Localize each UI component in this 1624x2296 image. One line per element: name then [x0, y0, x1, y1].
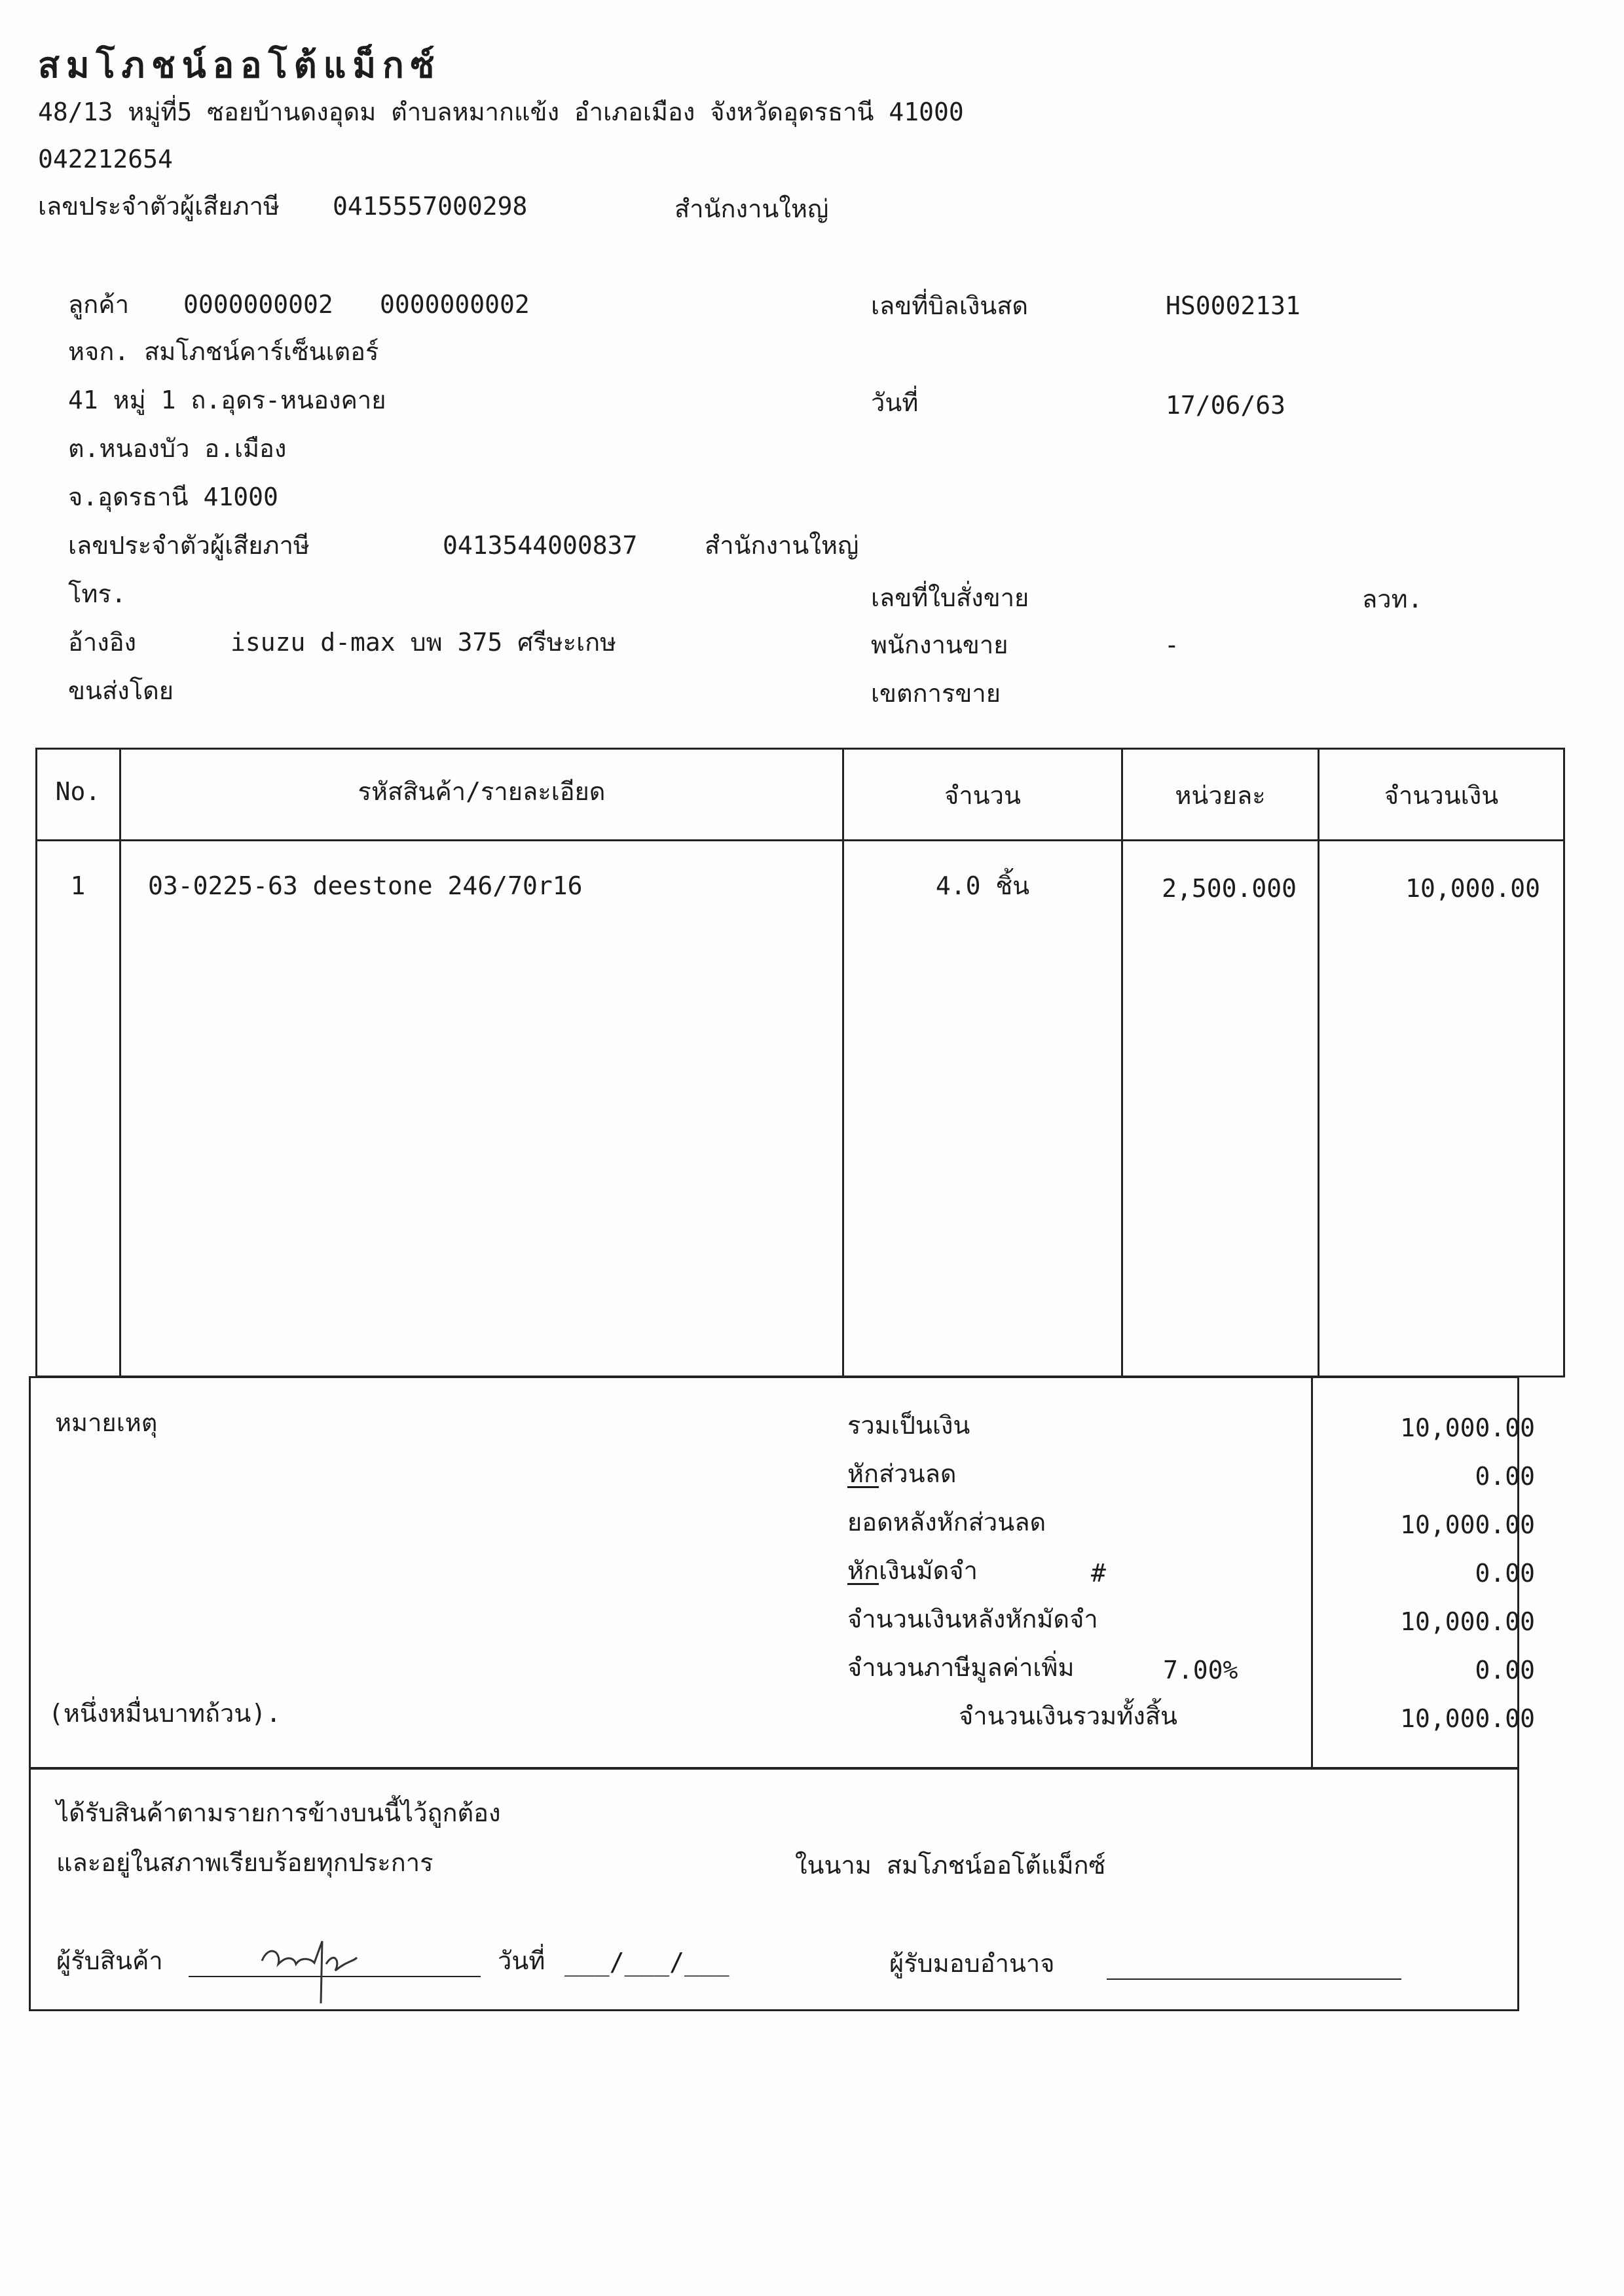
- company-tax-label: เลขประจำตัวผู้เสียภาษี: [38, 192, 280, 221]
- after-discount-value: 10,000.00: [1400, 1510, 1535, 1539]
- sales-person-value: -: [1164, 630, 1179, 659]
- order-number-label: เลขที่ใบสั่งขาย: [871, 583, 1029, 612]
- after-deposit-label: จำนวนเงินหลังหักมัดจำ: [847, 1605, 1098, 1633]
- bill-date-label: วันที่: [871, 388, 919, 417]
- deposit-value: 0.00: [1475, 1559, 1535, 1588]
- vat-label: จำนวนภาษีมูลค่าเพิ่ม: [847, 1653, 1075, 1682]
- customer-phone-label: โทร.: [68, 579, 126, 608]
- col-divider-4: [1318, 748, 1320, 1377]
- header-quantity: จำนวน: [944, 781, 1021, 810]
- header-amount: จำนวนเงิน: [1384, 781, 1499, 810]
- company-address: 48/13 หมู่ที่5 ซอยบ้านดงอุดม ตำบลหมากแข้ง อำเภอเมือง จังหวัดอุดรธานี 41000: [38, 98, 964, 126]
- customer-address-3: จ.อุดรธานี 41000: [68, 483, 278, 511]
- sales-person-label: พนักงานขาย: [871, 630, 1008, 659]
- sales-area-label: เขตการขาย: [871, 679, 1001, 708]
- receive-date-blank[interactable]: ___/___/___: [564, 1948, 729, 1977]
- customer-code-1: 0000000002: [183, 290, 333, 319]
- col-divider-1: [119, 748, 121, 1377]
- vat-value: 0.00: [1475, 1656, 1535, 1685]
- customer-ref-label: อ้างอิง: [68, 628, 137, 657]
- received-text-2: และอยู่ในสภาพเรียบร้อยทุกประการ: [56, 1848, 434, 1877]
- after-deposit-value: 10,000.00: [1400, 1607, 1535, 1636]
- customer-tax-id: 0413544000837: [443, 531, 638, 560]
- authorized-label: ผู้รับมอบอำนาจ: [889, 1949, 1055, 1978]
- col-divider-2: [842, 748, 844, 1377]
- discount-label: หักส่วนลด: [847, 1459, 957, 1488]
- bill-date: 17/06/63: [1166, 391, 1286, 420]
- customer-ref-value: isuzu d-max บพ 375 ศรีษะเกษ: [231, 628, 617, 657]
- vat-rate: 7.00%: [1163, 1656, 1238, 1685]
- deposit-label: หักเงินมัดจำ: [847, 1556, 978, 1585]
- remark-label: หมายเหตุ: [55, 1408, 158, 1437]
- summary-divider: [1311, 1376, 1313, 1769]
- receive-date-label: วันที่: [498, 1946, 545, 1975]
- discount-value: 0.00: [1475, 1462, 1535, 1491]
- col-divider-3: [1121, 748, 1123, 1377]
- header-no: No.: [55, 777, 101, 806]
- sum-total-label: รวมเป็นเงิน: [847, 1411, 970, 1440]
- on-behalf-text: ในนาม สมโภชน์ออโต้แม็กซ์: [795, 1851, 1106, 1880]
- company-branch: สำนักงานใหญ่: [674, 194, 829, 223]
- row-no: 1: [70, 871, 86, 900]
- company-tax-id: 0415557000298: [333, 192, 528, 221]
- authorized-signature-line[interactable]: [1107, 1978, 1401, 1980]
- deposit-hash: #: [1091, 1559, 1106, 1588]
- receiver-signature: [249, 1899, 380, 2016]
- order-suffix: ลวท.: [1362, 585, 1423, 613]
- customer-ship-label: ขนส่งโดย: [68, 676, 174, 705]
- row-quantity: 4.0 ชิ้น: [935, 871, 1030, 900]
- sum-total-value: 10,000.00: [1400, 1413, 1535, 1442]
- bill-number: HS0002131: [1166, 291, 1301, 320]
- table-header-divider: [35, 839, 1565, 841]
- company-name: สมโภชน์ออโต้แม็กซ์: [38, 45, 441, 86]
- grand-total-value: 10,000.00: [1400, 1704, 1535, 1733]
- grand-total-label: จำนวนเงินรวมทั้งสิ้น: [959, 1702, 1177, 1730]
- row-unit-price: 2,500.000: [1162, 874, 1297, 903]
- header-unit-price: หน่วยละ: [1175, 781, 1266, 810]
- row-description: 03-0225-63 deestone 246/70r16: [148, 871, 583, 900]
- after-discount-label: ยอดหลังหักส่วนลด: [847, 1508, 1046, 1537]
- amount-in-words: (หนึ่งหมื่นบาทถ้วน).: [48, 1699, 282, 1728]
- company-phone: 042212654: [38, 145, 173, 173]
- customer-address-2: ต.หนองบัว อ.เมือง: [68, 434, 287, 463]
- customer-address-1: 41 หมู่ 1 ถ.อุดร-หนองคาย: [68, 386, 386, 414]
- receiver-label: ผู้รับสินค้า: [56, 1946, 163, 1975]
- customer-tax-label: เลขประจำตัวผู้เสียภาษี: [68, 531, 310, 560]
- customer-branch: สำนักงานใหญ่: [705, 531, 859, 560]
- row-amount: 10,000.00: [1405, 874, 1540, 903]
- header-description: รหัสสินค้า/รายละเอียด: [358, 777, 606, 806]
- items-table: [35, 748, 1565, 1377]
- customer-name: หจก. สมโภชน์คาร์เซ็นเตอร์: [68, 337, 379, 366]
- customer-label: ลูกค้า: [68, 290, 130, 319]
- customer-code-2: 0000000002: [380, 290, 530, 319]
- bill-number-label: เลขที่บิลเงินสด: [871, 291, 1029, 320]
- received-text-1: ได้รับสินค้าตามรายการข้างบนนี้ไว้ถูกต้อง: [56, 1798, 501, 1827]
